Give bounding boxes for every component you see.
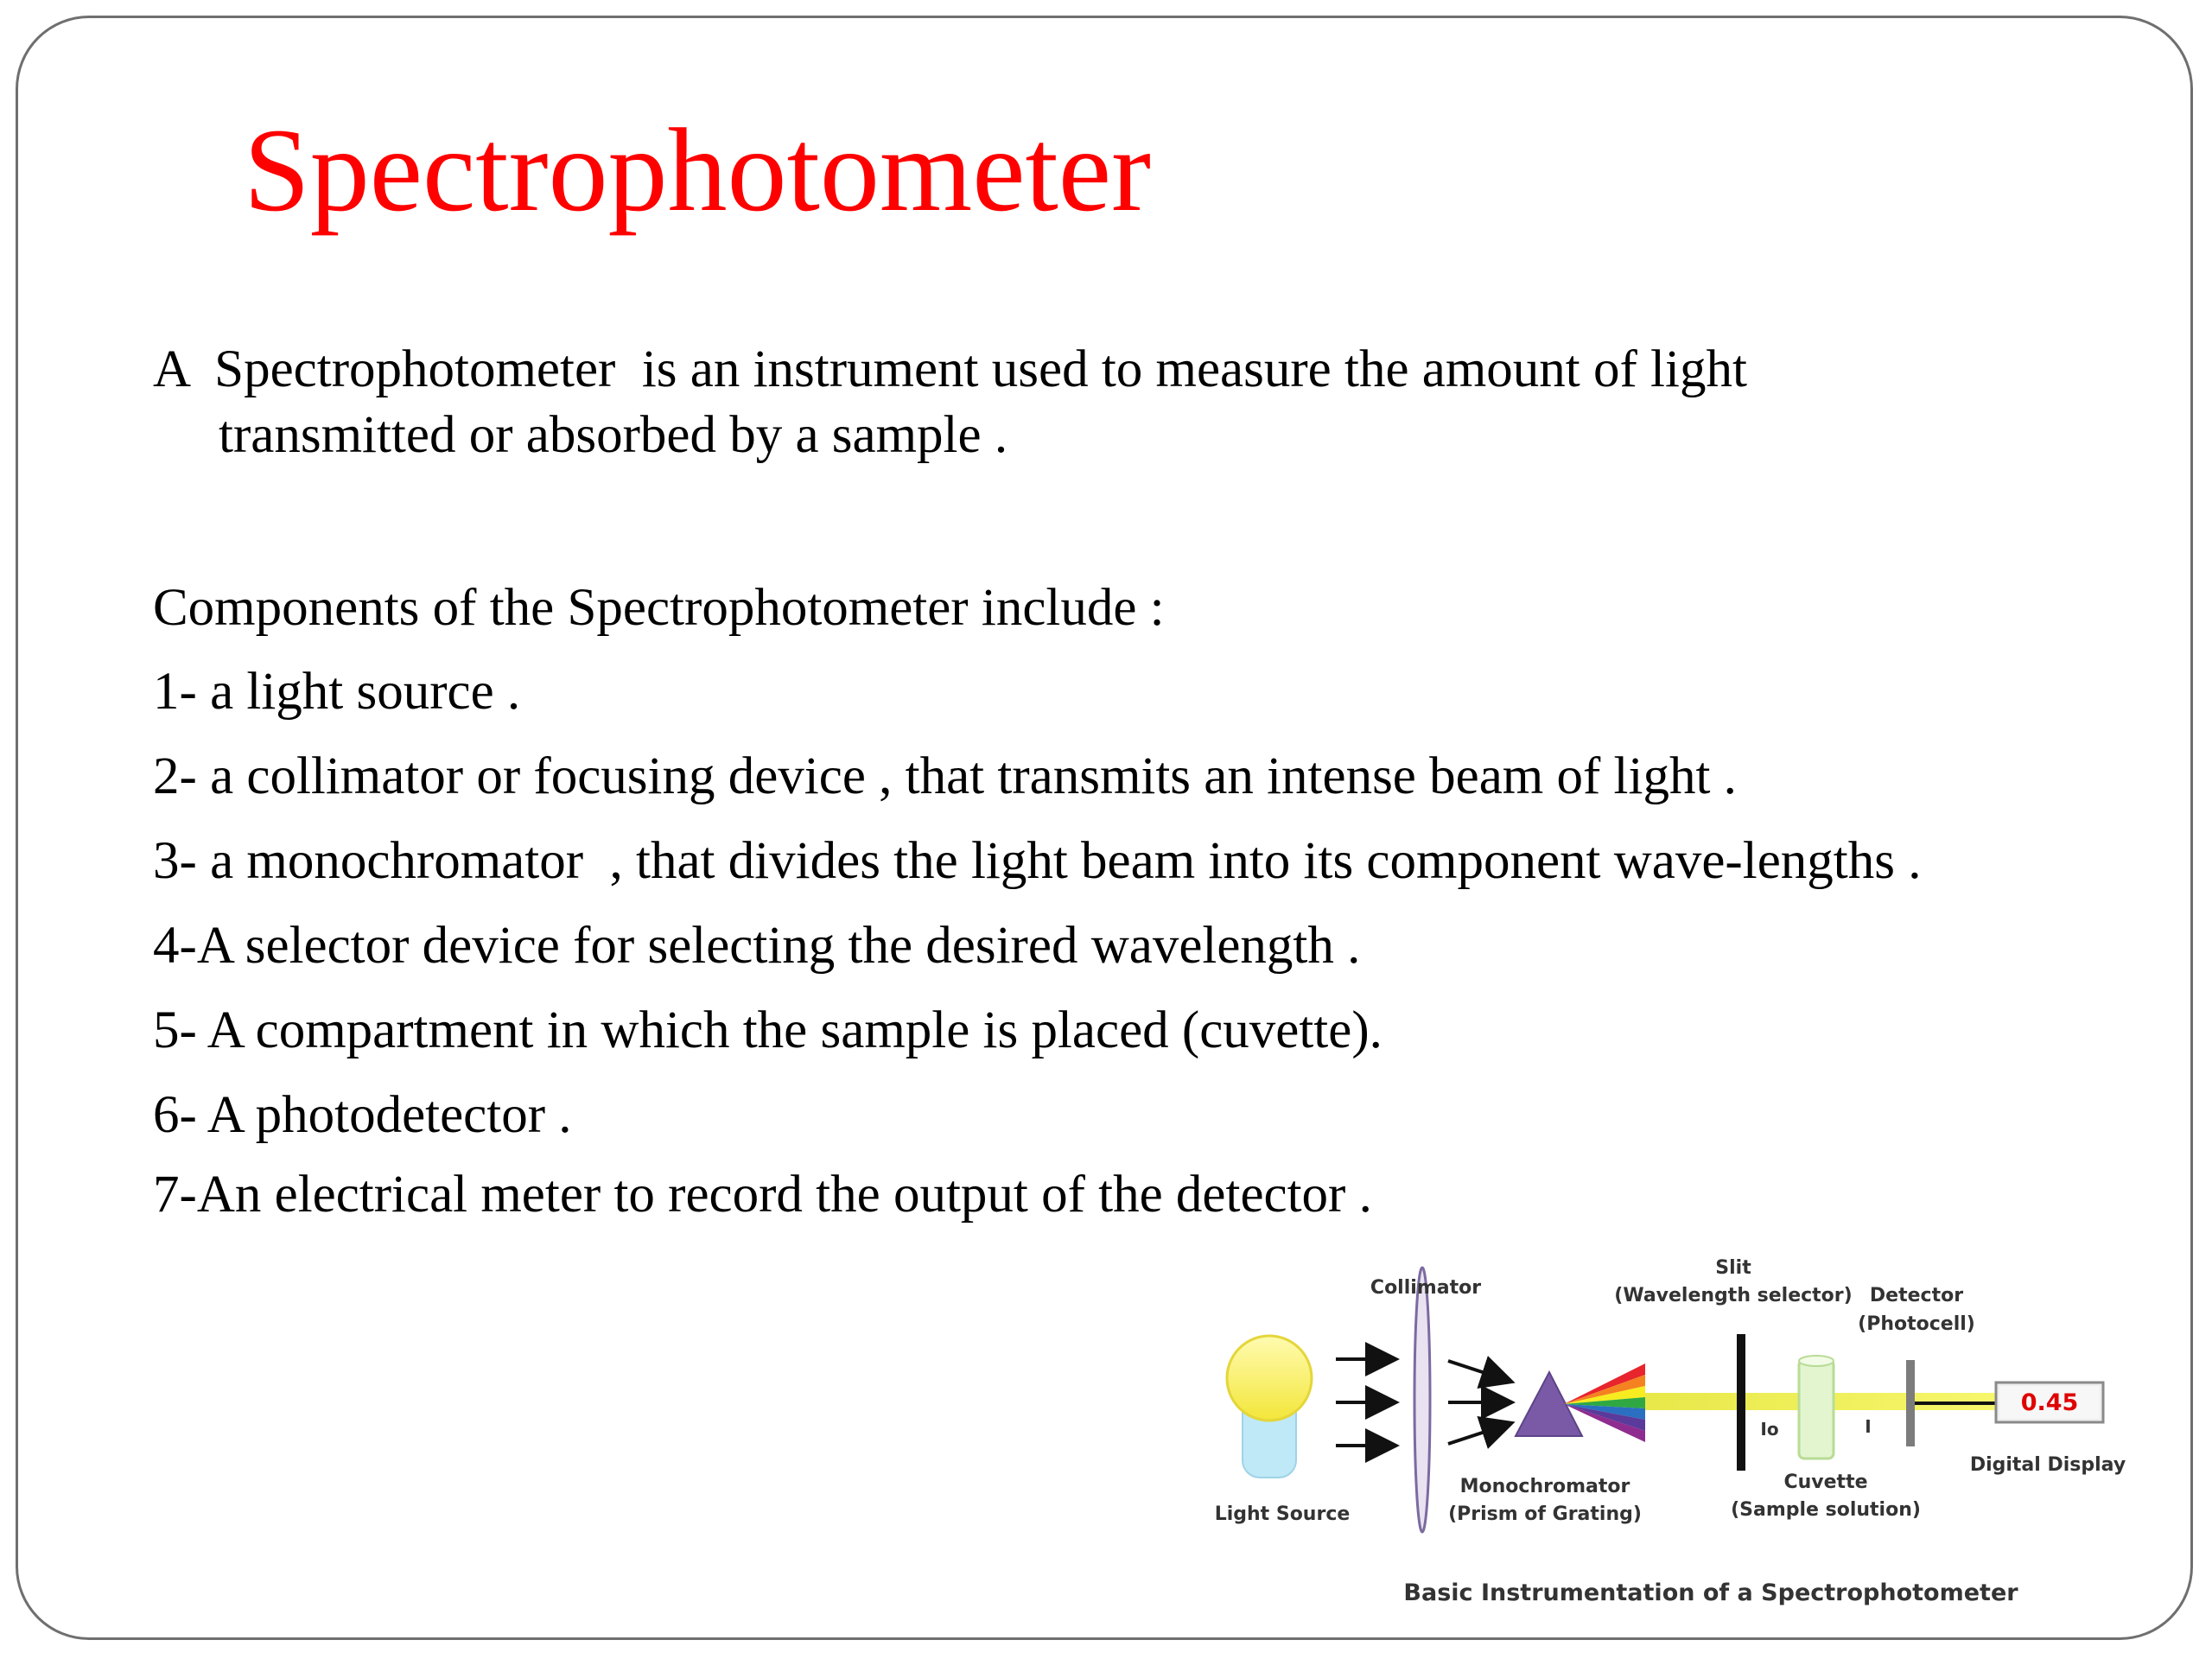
cuvette-top: [1799, 1356, 1834, 1366]
display-value: 0.45: [2020, 1389, 2079, 1416]
light-source-label: Light Source: [1214, 1503, 1351, 1525]
components-heading: Components of the Spectrophotometer include :: [153, 579, 1165, 637]
component-item-6: 6- A photodetector .: [153, 1086, 572, 1144]
light-source: [1227, 1336, 1312, 1478]
component-item-3: 3- a monochromator , that divides the light beam into its component wave-lengths .: [153, 832, 1922, 890]
components-list: [153, 659, 1921, 1228]
slit: [1737, 1334, 1745, 1471]
source-arrows: [1336, 1359, 1393, 1446]
component-item-4: 4-A selector device for selecting the desired wavelength .: [153, 917, 1361, 975]
cuvette-label: Cuvette: [1783, 1471, 1868, 1493]
collimator-label: Collimator: [1370, 1277, 1482, 1299]
digital-display-label: Digital Display: [1969, 1454, 2126, 1476]
slide-title: Spectrophotometer: [244, 104, 1152, 236]
component-item-7: 7-An electrical meter to record the output of the detector .: [153, 1166, 1372, 1224]
cuvette: [1799, 1356, 1834, 1459]
detector-label: Detector: [1869, 1285, 1964, 1306]
diagram-caption: Basic Instrumentation of a Spectrophotometer: [1403, 1580, 2018, 1606]
cuvette-body: [1799, 1360, 1834, 1459]
arrow-4: [1448, 1361, 1509, 1381]
spectrophotometer-diagram: [1210, 1244, 2143, 1616]
arrow-6: [1448, 1424, 1509, 1444]
cuvette-sublabel: (Sample solution): [1731, 1499, 1921, 1521]
monochromator-sublabel: (Prism of Grating): [1448, 1503, 1642, 1525]
io-label: Io: [1760, 1419, 1779, 1440]
detector-sublabel: (Photocell): [1858, 1313, 1975, 1335]
slit-label: Slit: [1715, 1257, 1751, 1279]
detector-plate: [1906, 1360, 1915, 1446]
diagram-svg: [1210, 1244, 2143, 1616]
component-item-5: 5- A compartment in which the sample is placed (cuvette).: [153, 1001, 1382, 1059]
bulb: [1227, 1336, 1312, 1421]
monochromator-label: Monochromator: [1459, 1476, 1630, 1497]
slit-sublabel: (Wavelength selector): [1614, 1285, 1853, 1306]
i-label: I: [1865, 1416, 1872, 1437]
collimator-lens: [1414, 1268, 1430, 1532]
intro-line-1: A Spectrophotometer is an instrument used to measure the amount of light: [153, 340, 1747, 398]
component-item-2: 2- a collimator or focusing device , that transmits an intense beam of light .: [153, 747, 1737, 805]
collimator-arrows: [1448, 1361, 1509, 1444]
intro-paragraph: [153, 337, 1967, 468]
intro-line-2: transmitted or absorbed by a sample .: [219, 406, 1008, 464]
component-item-1: 1- a light source .: [153, 663, 521, 721]
